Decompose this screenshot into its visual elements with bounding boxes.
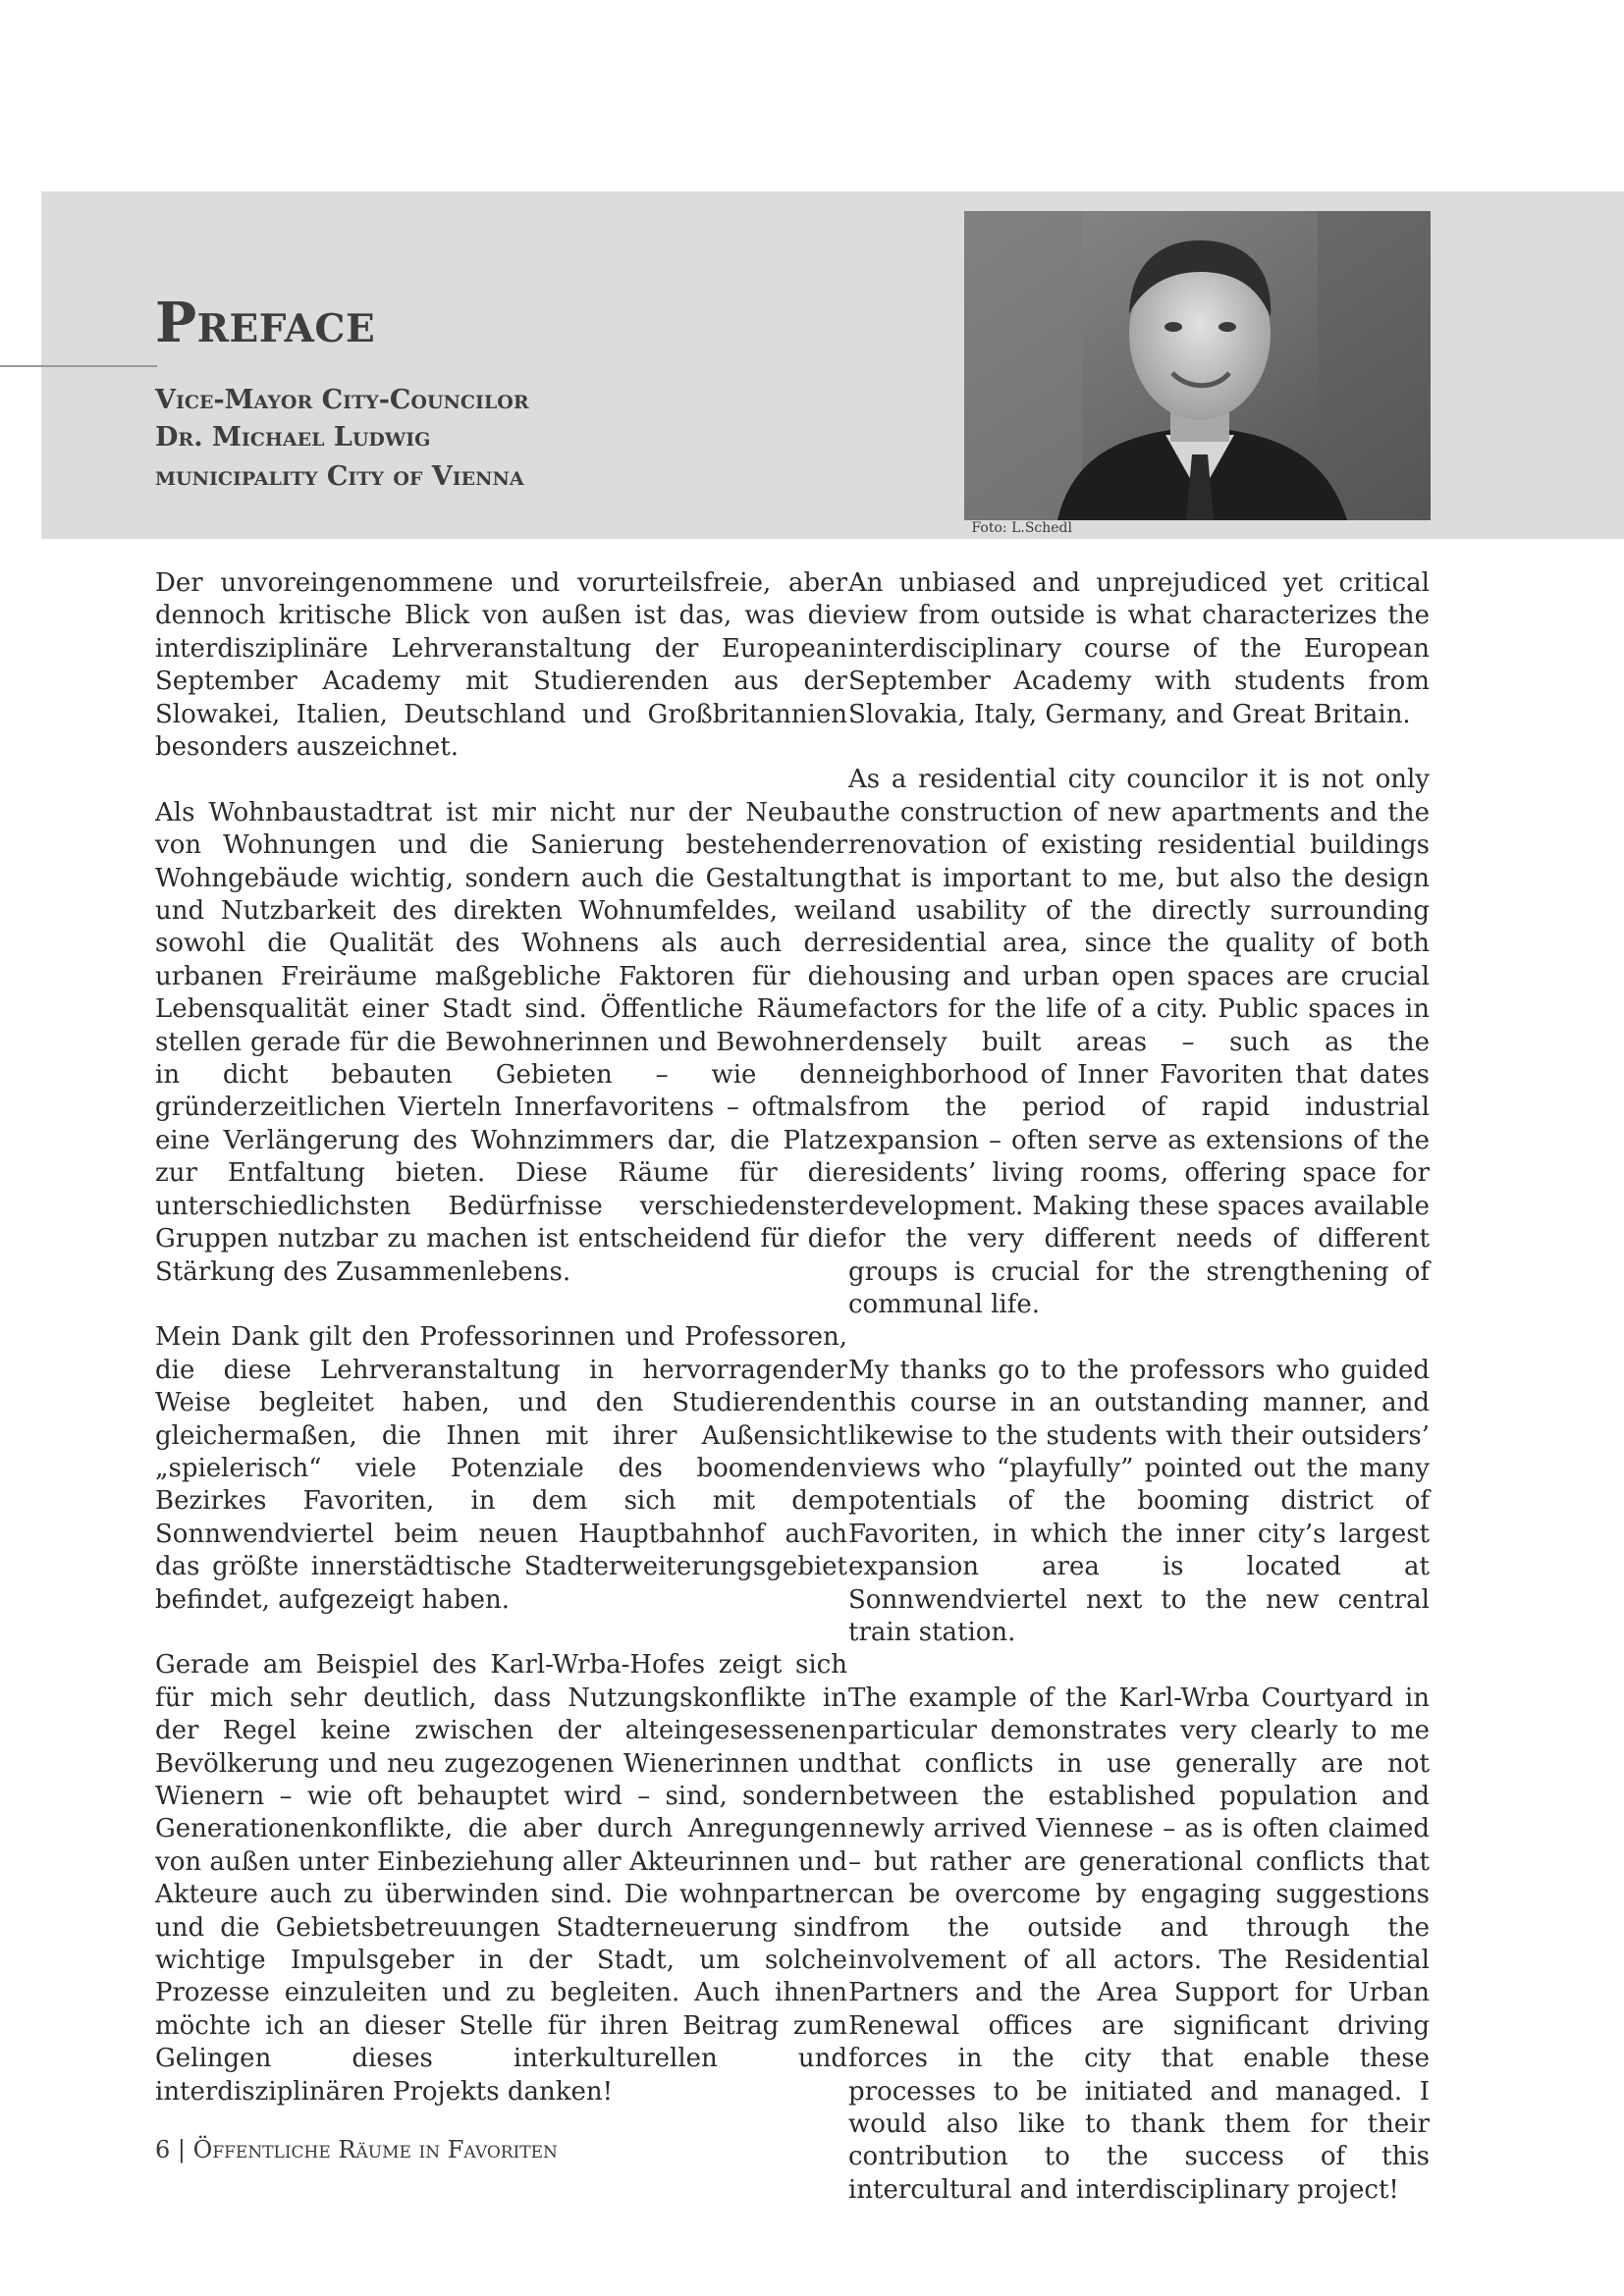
page-footer [155,2136,558,2163]
english-paragraph: An unbiased and unprejudiced yet critical view from outside is what characterizes the interdisciplinary course of the European September Academy with students from Slovakia, Italy, Germany, and Great Britain. [848,568,1430,729]
book-title: Öffentliche Räume in Favoriten [192,2136,558,2163]
portrait-illustration [964,211,1431,520]
english-paragraph: The example of the Karl-Wrba Courtyard in particular demonstrates very clearly to me that conflicts in use generally are not between the established population and newly arrived Viennese – as is often claimed – but rather are generational conflicts that can be overcome by engaging suggestions from the outside and through the involvement of all actors. The Residential Partners and the Area Support for Urban Renewal offices are significant driving forces in the city that enable these processes to be initiated and managed. I would also like to thank them for their contribution to the success of this intercultural and interdisciplinary project! [848,1682,1430,2205]
english-paragraph: My thanks go to the professors who guided this course in an outstanding manner, and likewise to the students with their outsiders’ views who “playfully” pointed out the many potentials of the booming district of Favoriten, in which the inner city’s largest expansion area is located at Sonnwendviertel next to the new central train station. [848,1355,1430,1647]
german-paragraph: Der unvoreingenommene und vorurteilsfreie, aber dennoch kritische Blick von außen ist das, was die interdisziplinäre Lehrveranstaltung der European September Academy mit Studierenden aus der Slowakei, Italien, Deutschland und Großbritannien besonders auszeichnet. [155,568,847,763]
subtitle-line-organization: municipality City of Vienna [155,461,524,492]
portrait-photo [964,211,1431,520]
english-text-column [848,567,1430,2240]
german-paragraph: Als Wohnbaustadtrat ist mir nicht nur der Neubau von Wohnungen und die Sanierung bestehender Wohngebäude wichtig, sondern auch die Gestaltung und Nutzbarkeit des direkten Wohnumfeldes, weil sowohl die Qualität des Wohnens als auch der urbanen Freiräume maßgebliche Faktoren für die Lebensqualität einer Stadt sind. Öffentliche Räume stellen gerade für die Bewohnerinnen und Bewohner in dicht bebauten Gebieten – wie den gründerzeitlichen Vierteln Innerfavoritens – oftmals eine Verlängerung des Wohnzimmers dar, die Platz zur Entfaltung bieten. Diese Räume für die unterschiedlichsten Bedürfnisse verschiedenster Gruppen nutzbar zu machen ist entscheidend für die Stärkung des Zusammenlebens. [155,797,847,1287]
photo-credit: Foto: L.Schedl [971,520,1072,536]
german-paragraph: Gerade am Beispiel des Karl-Wrba-Hofes zeigt sich für mich sehr deutlich, dass Nutzungskonflikte in der Regel keine zwischen der alteingesessenen Bevölkerung und neu zugezogenen Wienerinnen und Wienern – wie oft behauptet wird – sind, sondern Generationenkonflikte, die aber durch Anregungen von außen unter Einbeziehung aller Akteurinnen und Akteure auch zu überwinden sind. Die wohnpartner und die Gebietsbetreuungen Stadterneuerung sind wichtige Impulsgeber in der Stadt, um solche Prozesse einzuleiten und zu begleiten. Auch ihnen möchte ich an dieser Stelle für ihren Beitrag zum Gelingen dieses interkulturellen und interdisziplinären Projekts danken! [155,1650,847,2107]
subtitle-line-role: Vice-Mayor City-Councilor [155,385,529,415]
footer-separator: | [177,2136,187,2163]
page-number: 6 [155,2136,171,2163]
subtitle-line-name: Dr. Michael Ludwig [155,422,431,453]
english-paragraph: As a residential city councilor it is not only the construction of new apartments and the renovation of existing residential buildings that is important to me, but also the design and usability of the directly surrounding residential area, since the quality of both housing and urban open spaces are crucial factors for the life of a city. Public spaces in densely built areas – such as the neighborhood of Inner Favoriten that dates from the period of rapid industrial expansion – often serve as extensions of the residents’ living rooms, offering space for development. Making these spaces available for the very different needs of different groups is crucial for the strengthening of communal life. [848,765,1430,1319]
german-text-column [155,567,847,2141]
page-title: Preface [155,291,376,355]
header-divider-line [0,365,157,367]
german-paragraph: Mein Dank gilt den Professorinnen und Professoren, die diese Lehrveranstaltung in hervorragender Weise begleitet haben, und den Studierenden gleichermaßen, die Ihnen mit ihrer Außensicht „spielerisch“ viele Potenziale des boomenden Bezirkes Favoriten, in dem sich mit dem Sonnwendviertel beim neuen Hauptbahnhof auch das größte innerstädtische Stadterweiterungsgebiet befindet, aufgezeigt haben. [155,1322,847,1615]
